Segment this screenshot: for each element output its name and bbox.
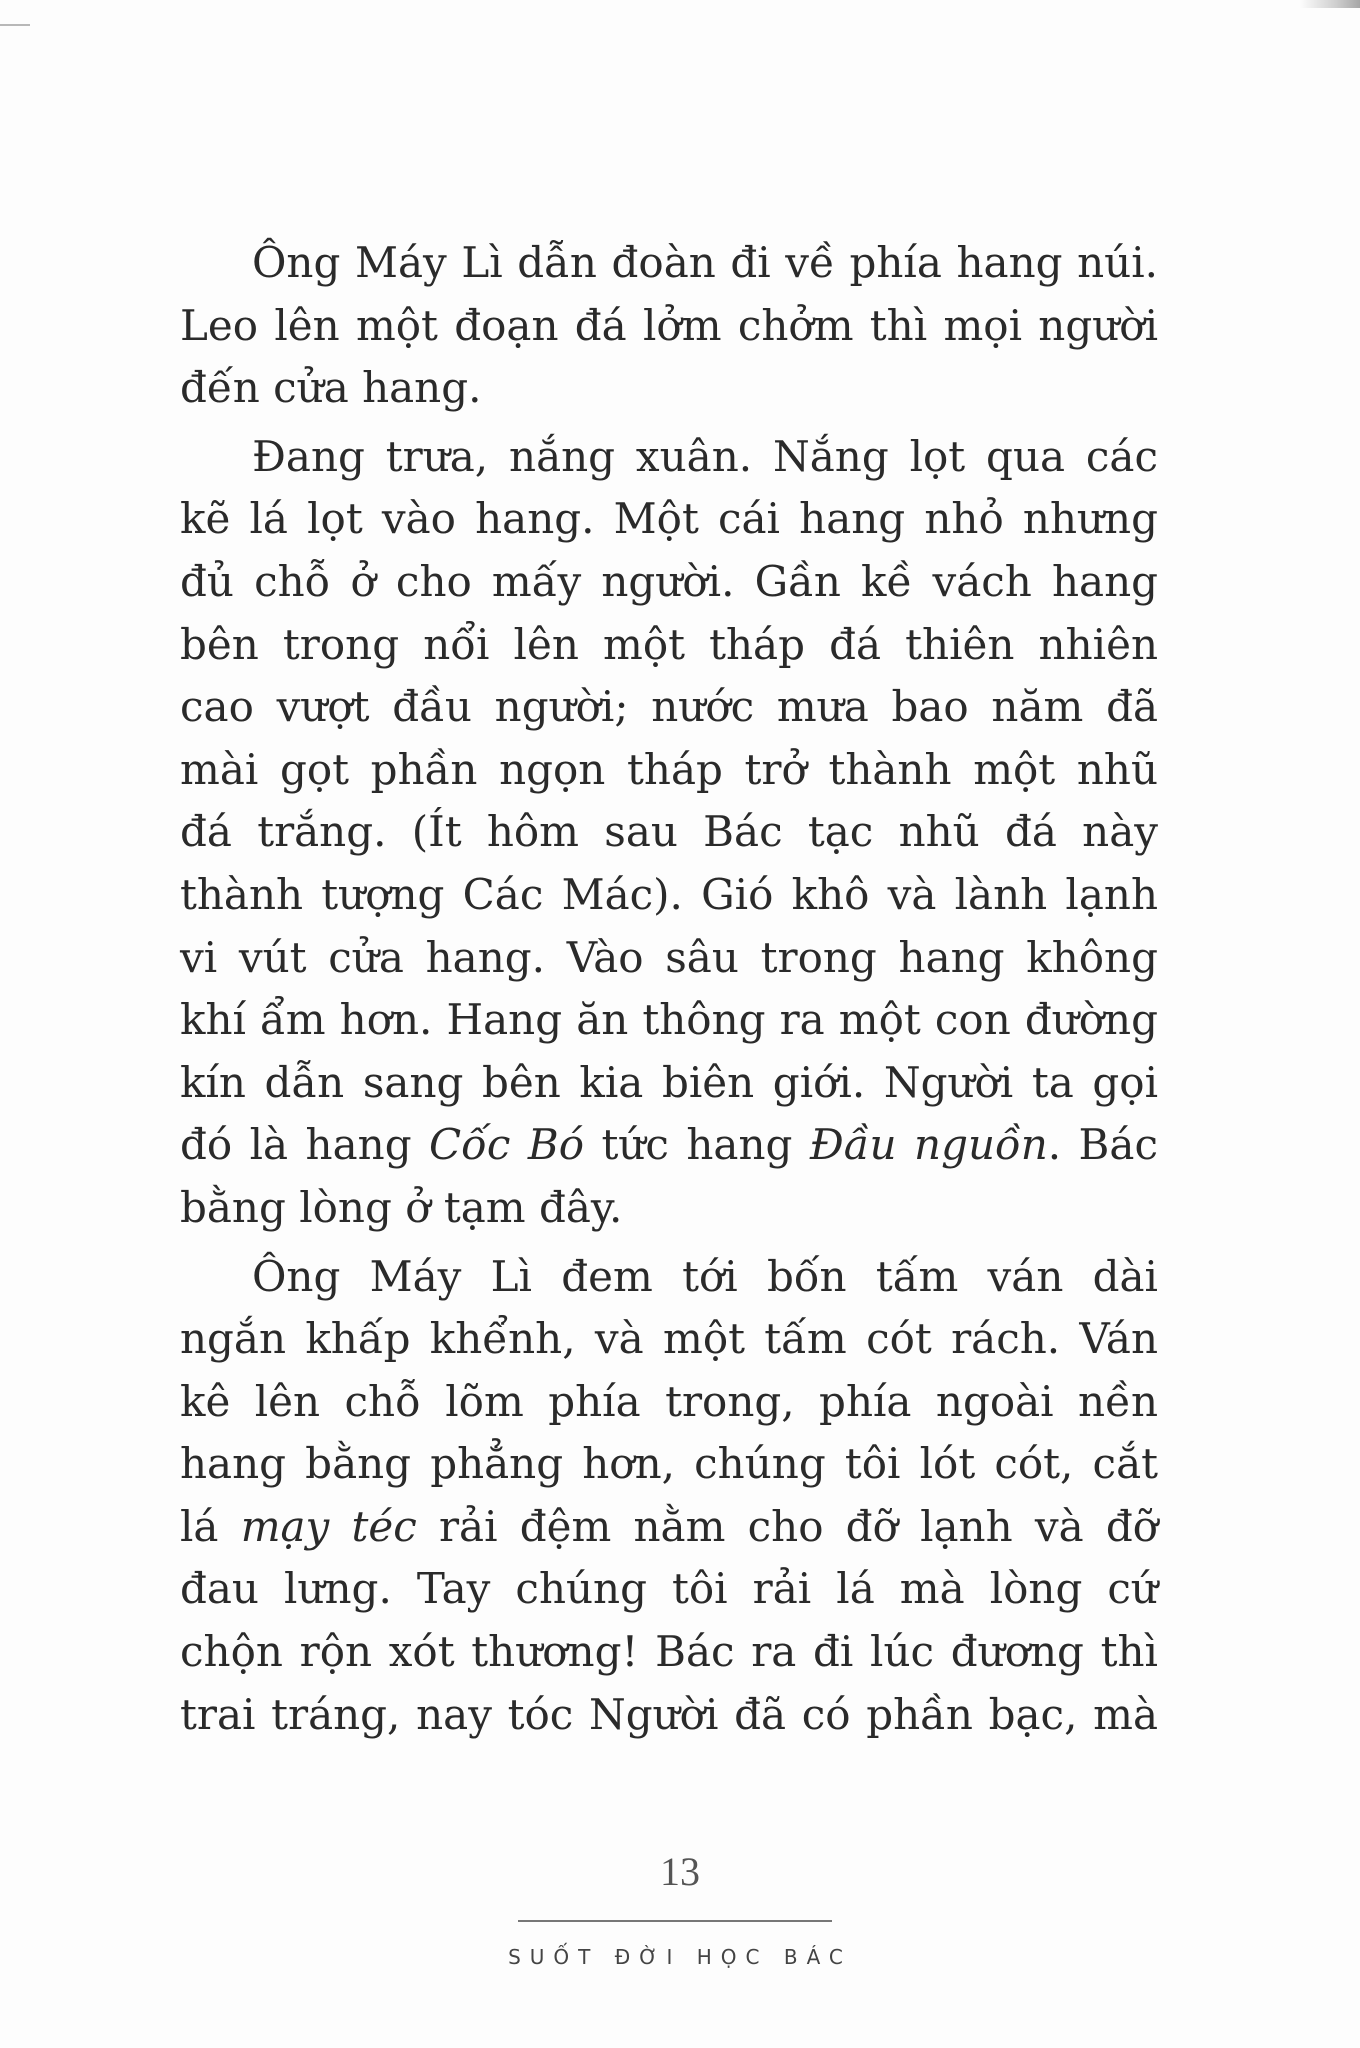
- text-run: khí ẩm hơn. Hang ăn thông ra một con đường: [180, 995, 1158, 1045]
- text-line: [180, 1433, 1158, 1496]
- text-line: [180, 801, 1158, 864]
- italic-place-name: Đầu nguồn: [809, 1120, 1048, 1170]
- text-run: bằng lòng ở tạm đây.: [180, 1182, 623, 1232]
- italic-place-name: Cốc Bó: [429, 1120, 585, 1170]
- text-run: bên trong nổi lên một tháp đá thiên nhiên: [180, 619, 1158, 669]
- text-run: đá trắng. (Ít hôm sau Bác tạc nhũ đá này: [180, 807, 1158, 857]
- text-line: [180, 426, 1158, 489]
- footer-divider: [518, 1920, 832, 1922]
- text-line: [180, 1558, 1158, 1621]
- scan-edge-mark: [1300, 0, 1360, 8]
- text-run: kẽ lá lọt vào hang. Một cái hang nhỏ nhưng: [180, 494, 1158, 544]
- text-line: [180, 1684, 1158, 1747]
- text-run: đến cửa hang.: [180, 363, 482, 413]
- text-run: vi vút cửa hang. Vào sâu trong hang không: [180, 932, 1158, 982]
- text-run: đau lưng. Tay chúng tôi rải lá mà lòng cứ: [180, 1564, 1158, 1614]
- scan-corner-mark: [0, 24, 30, 26]
- text-line: [180, 739, 1158, 802]
- text-run: kín dẫn sang bên kia biên giới. Người ta gọi: [180, 1057, 1158, 1107]
- italic-term: mạy téc: [240, 1501, 417, 1551]
- text-run: thành tượng Các Mác). Gió khô và lành lạnh: [180, 869, 1158, 919]
- text-run: rải đệm nằm cho đỡ lạnh và đỡ: [416, 1501, 1158, 1551]
- text-line: [180, 1052, 1158, 1115]
- text-line: [180, 927, 1158, 990]
- text-line: [180, 1177, 1158, 1240]
- text-run: trai tráng, nay tóc Người đã có phần bạc, mà: [180, 1689, 1158, 1739]
- text-line: [180, 232, 1158, 295]
- text-line: [180, 676, 1158, 739]
- text-line: [180, 1246, 1158, 1309]
- text-line: [180, 488, 1158, 551]
- text-run: chộn rộn xót thương! Bác ra đi lúc đương thì: [180, 1627, 1158, 1677]
- text-run: Đang trưa, nắng xuân. Nắng lọt qua các: [252, 431, 1158, 481]
- text-line: [180, 295, 1158, 358]
- text-run: kê lên chỗ lõm phía trong, phía ngoài nền: [180, 1376, 1158, 1426]
- text-line: [180, 551, 1158, 614]
- text-line: [180, 989, 1158, 1052]
- text-run: lá: [180, 1501, 241, 1551]
- body-text: [180, 232, 1158, 1752]
- page-number: 13: [660, 1849, 700, 1894]
- text-run: Ông Máy Lì đem tới bốn tấm ván dài: [252, 1251, 1158, 1301]
- text-run: mài gọt phần ngọn tháp trở thành một nhũ: [180, 744, 1158, 794]
- text-run: cao vượt đầu người; nước mưa bao năm đã: [180, 682, 1158, 732]
- text-line: [180, 1308, 1158, 1371]
- text-run: tức hang: [584, 1120, 810, 1170]
- text-line: [180, 1621, 1158, 1684]
- text-run: ngắn khấp khểnh, và một tấm cót rách. Ván: [180, 1314, 1158, 1364]
- text-line: [180, 864, 1158, 927]
- text-line: [180, 357, 1158, 420]
- text-run: đó là hang: [180, 1120, 430, 1170]
- text-line: [180, 1114, 1158, 1177]
- text-run: . Bác: [1047, 1120, 1158, 1170]
- running-title: SUỐT ĐỜI HỌC BÁC: [508, 1945, 852, 1969]
- text-line: [180, 614, 1158, 677]
- text-run: đủ chỗ ở cho mấy người. Gần kề vách hang: [180, 556, 1158, 606]
- text-line: [180, 1496, 1158, 1559]
- text-line: [180, 1371, 1158, 1434]
- paragraph-3: [180, 1246, 1158, 1747]
- paragraph-1: [180, 232, 1158, 420]
- text-run: Ông Máy Lì dẫn đoàn đi về phía hang núi.: [252, 238, 1158, 287]
- text-run: Leo lên một đoạn đá lởm chởm thì mọi người: [180, 300, 1158, 350]
- paragraph-2: [180, 426, 1158, 1240]
- text-run: hang bằng phẳng hơn, chúng tôi lót cót, cắt: [180, 1439, 1158, 1489]
